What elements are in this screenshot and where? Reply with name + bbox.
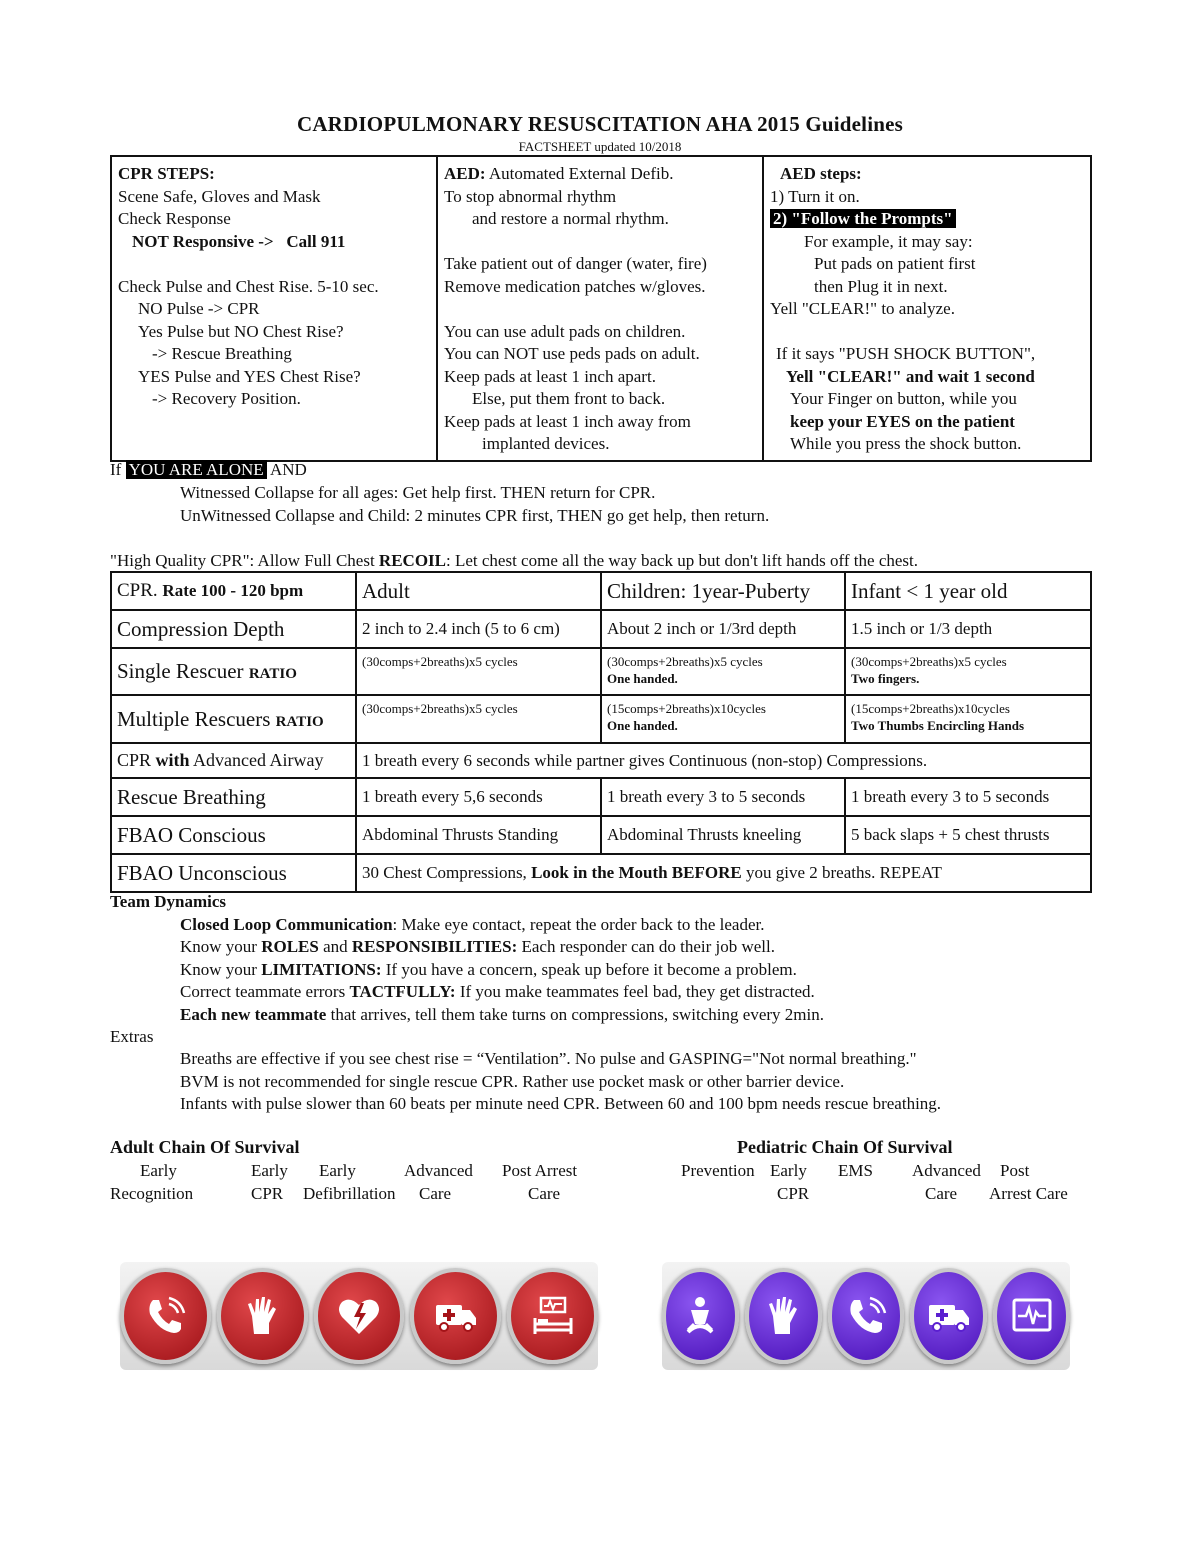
team-bold: Closed Loop Communication	[180, 915, 393, 934]
adult-chain-icons	[120, 1262, 598, 1370]
cpr-step: Check Pulse and Chest Rise. 5-10 sec.	[118, 276, 379, 296]
cpr-steps-cell	[111, 156, 437, 461]
extras-line: BVM is not recommended for single rescue CPR. Rather use pocket mask or other barrier device.	[180, 1072, 845, 1091]
cell-line: Two Thumbs Encircling Hands	[851, 718, 1025, 733]
pediatric-chain-icons	[662, 1262, 1070, 1370]
table-row	[111, 743, 1091, 778]
cell-line: Two fingers.	[851, 671, 920, 686]
adult-chain-label: Early	[319, 1161, 356, 1180]
alone-suffix: AND	[266, 460, 307, 479]
adult-chain-label: Post Arrest	[502, 1161, 578, 1180]
table-cell	[601, 695, 845, 743]
cell-line: One handed.	[607, 718, 678, 733]
aed-line: You can use adult pads on children.	[444, 321, 686, 341]
team-bold: RESPONSIBILITIES:	[351, 937, 518, 956]
table-cell: Abdominal Thrusts kneeling	[601, 816, 845, 854]
cpr-step: Check Response	[118, 209, 231, 228]
table-cell: About 2 inch or 1/3rd depth	[601, 610, 845, 648]
aed-line: Else, put them front to back.	[472, 389, 666, 408]
alone-unwitnessed: UnWitnessed Collapse and Child: 2 minutes CPR first, THEN go get help, then return.	[180, 506, 770, 525]
aed-line: Keep pads at least 1 inch away from	[444, 411, 691, 431]
cpr-step: -> Rescue Breathing	[152, 344, 292, 363]
team-bold: Each new teammate	[180, 1005, 327, 1024]
team-text: If you have a concern, speak up before it become a problem.	[381, 960, 797, 979]
table-row	[111, 610, 1091, 648]
team-text: Know your	[180, 960, 262, 979]
team-text: that arrives, tell them take turns on compressions, switching every 2min.	[326, 1005, 824, 1024]
extras-line: Breaths are effective if you see chest rise = “Ventilation”. No pulse and GASPING="Not normal breathing."	[180, 1049, 917, 1068]
table-row	[111, 572, 1091, 610]
aed-step: For example, it may say:	[804, 231, 973, 251]
cpr-step: Scene Safe, Gloves and Mask	[118, 186, 321, 206]
cpr-step: NO Pulse -> CPR	[138, 299, 260, 318]
extras-heading: Extras	[110, 1027, 154, 1046]
row-label-with: with	[155, 750, 190, 770]
aed-line: Keep pads at least 1 inch apart.	[444, 366, 656, 386]
ped-chain-label: Prevention	[681, 1161, 755, 1180]
team-text: Correct teammate errors	[180, 982, 350, 1001]
team-bold: TACTFULLY:	[349, 982, 456, 1001]
adult-chain-label: Care	[419, 1184, 452, 1203]
aed-step: keep your EYES on the patient	[790, 411, 1015, 431]
cpr-step: NOT Responsive -> Call 911	[132, 231, 346, 251]
aed-line: implanted devices.	[482, 434, 610, 453]
table-cell: (30comps+2breaths)x5 cycles	[356, 695, 601, 743]
team-text: If you make teammates feel bad, they get distracted.	[455, 982, 815, 1001]
team-line	[180, 981, 815, 1004]
table-cell: 1 breath every 5,6 seconds	[356, 778, 601, 816]
adult-chain-label: Care	[528, 1184, 561, 1203]
ped-chain-label: EMS	[838, 1161, 873, 1180]
team-bold: ROLES	[261, 937, 319, 956]
hospital-bed-icon	[507, 1268, 598, 1364]
table-row	[111, 648, 1091, 695]
alone-prefix: If	[110, 460, 126, 479]
extras-line: Infants with pulse slower than 60 beats per minute need CPR. Between 60 and 100 bpm needs rescue breathing.	[180, 1094, 942, 1113]
row-label-ratio: RATIO	[275, 713, 324, 730]
aed-step-highlight: 2) "Follow the Prompts"	[770, 209, 956, 228]
aed-line: and restore a normal rhythm.	[472, 209, 669, 228]
table-cell	[845, 648, 1091, 695]
row-label: FBAO Unconscious	[111, 854, 356, 892]
aed-line: To stop abnormal rhythm	[444, 186, 617, 206]
adult-chain-label: Early	[140, 1161, 177, 1180]
child-prevention-icon	[662, 1268, 739, 1364]
team-line	[180, 914, 764, 937]
row-label: Compression Depth	[111, 610, 356, 648]
cell-line: One handed.	[607, 671, 678, 686]
phone-icon	[120, 1268, 211, 1364]
row-label: Rescue Breathing	[111, 778, 356, 816]
ambulance-icon	[910, 1268, 987, 1364]
steps-table	[110, 155, 1092, 462]
cell-line: (30comps+2breaths)x5 cycles	[851, 654, 1007, 669]
adult-chain-label: CPR	[251, 1184, 284, 1203]
row-label-text: CPR	[117, 750, 156, 770]
table-cell: 1.5 inch or 1/3 depth	[845, 610, 1091, 648]
table-row	[111, 816, 1091, 854]
cell-text: 30 Chest Compressions,	[362, 863, 532, 882]
aed-step: Yell "CLEAR!" and wait 1 second	[786, 366, 1035, 386]
row-label-text: Single Rescuer	[117, 659, 249, 683]
cpr-steps-heading: CPR STEPS:	[118, 164, 215, 183]
table-row	[111, 695, 1091, 743]
row-label-ratio: RATIO	[248, 666, 297, 682]
table-cell: 5 back slaps + 5 chest thrusts	[845, 816, 1091, 854]
table-cell: 2 inch to 2.4 inch (5 to 6 cm)	[356, 610, 601, 648]
ped-chain-heading: Pediatric Chain Of Survival	[737, 1137, 953, 1157]
cell-text: you give 2 breaths. REPEAT	[741, 863, 942, 882]
row-label	[111, 695, 356, 743]
table-cell	[356, 854, 1091, 892]
table-cell: 1 breath every 6 seconds while partner gives Continuous (non-stop) Compressions.	[356, 743, 1091, 778]
aed-steps-heading: AED steps:	[780, 164, 862, 183]
table-cell: 1 breath every 3 to 5 seconds	[845, 778, 1091, 816]
alone-highlight: YOU ARE ALONE	[126, 460, 267, 479]
team-heading: Team Dynamics	[110, 892, 227, 911]
heart-defib-icon	[314, 1268, 405, 1364]
ped-chain-label: Care	[925, 1184, 958, 1203]
aed-step: Yell "CLEAR!" to analyze.	[770, 299, 955, 318]
hq-text-rest: : Let chest come all the way back up but don't lift hands off the chest.	[446, 551, 919, 570]
aed-cell	[437, 156, 763, 461]
cpr-grid-table	[110, 571, 1092, 893]
hq-recoil: RECOIL	[378, 551, 446, 570]
aed-steps-cell	[763, 156, 1091, 461]
team-text: Know your	[180, 937, 262, 956]
team-text: Each responder can do their job well.	[517, 937, 775, 956]
ped-chain-label: CPR	[777, 1184, 810, 1203]
adult-chain-label: Early	[251, 1161, 288, 1180]
row-label	[111, 743, 356, 778]
aed-step: Put pads on patient first	[814, 254, 976, 273]
aed-step: Your Finger on button, while you	[790, 389, 1017, 408]
row-label-text: Advanced Airway	[189, 750, 324, 770]
team-text: : Make eye contact, repeat the order back to the leader.	[392, 915, 765, 934]
table-cell: Abdominal Thrusts Standing	[356, 816, 601, 854]
grid-header-infant: Infant < 1 year old	[845, 572, 1091, 610]
table-cell: (30comps+2breaths)x5 cycles	[356, 648, 601, 695]
row-label-text: Multiple Rescuers	[117, 706, 276, 731]
aed-step: If it says "PUSH SHOCK BUTTON",	[776, 344, 1036, 363]
alone-line	[110, 459, 307, 482]
row-label: FBAO Conscious	[111, 816, 356, 854]
cpr-step: YES Pulse and YES Chest Rise?	[138, 366, 361, 386]
phone-icon	[828, 1268, 905, 1364]
adult-chain-label: Defibrillation	[303, 1184, 396, 1203]
table-cell	[601, 648, 845, 695]
grid-header-cell	[111, 572, 356, 610]
alone-witnessed: Witnessed Collapse for all ages: Get help first. THEN return for CPR.	[180, 483, 656, 502]
aed-line: Remove medication patches w/gloves.	[444, 276, 706, 296]
aed-line: Take patient out of danger (water, fire)	[444, 254, 707, 273]
monitor-icon	[993, 1268, 1070, 1364]
table-row	[111, 854, 1091, 892]
ped-chain-label: Post	[1000, 1161, 1030, 1180]
aed-step: then Plug it in next.	[814, 276, 948, 296]
hands-cpr-icon	[745, 1268, 822, 1364]
page-subtitle: FACTSHEET updated 10/2018	[518, 139, 682, 154]
ped-chain-label: Early	[770, 1161, 807, 1180]
grid-header-children: Children: 1year-Puberty	[601, 572, 845, 610]
aed-line: You can NOT use peds pads on adult.	[444, 344, 700, 363]
ped-chain-label: Advanced	[912, 1161, 981, 1180]
adult-chain-heading: Adult Chain Of Survival	[110, 1137, 300, 1157]
team-line	[180, 1004, 824, 1027]
team-bold: LIMITATIONS:	[261, 960, 382, 979]
team-line	[180, 936, 775, 959]
cell-line: (15comps+2breaths)x10cycles	[851, 701, 1010, 716]
team-line	[180, 959, 797, 982]
adult-chain-label: Advanced	[404, 1161, 473, 1180]
adult-chain-label: Recognition	[110, 1184, 194, 1203]
cell-text-bold: Look in the Mouth BEFORE	[531, 863, 742, 882]
aed-heading-rest: Automated External Defib.	[485, 164, 674, 183]
cpr-step: -> Recovery Position.	[152, 389, 301, 408]
table-cell	[845, 695, 1091, 743]
table-row	[111, 778, 1091, 816]
ambulance-icon	[410, 1268, 501, 1364]
cell-line: (30comps+2breaths)x5 cycles	[607, 654, 763, 669]
high-quality-cpr	[110, 550, 918, 573]
aed-step: While you press the shock button.	[790, 434, 1022, 453]
grid-header-adult: Adult	[356, 572, 601, 610]
aed-heading: AED:	[444, 164, 486, 183]
team-text: and	[318, 937, 352, 956]
table-cell: 1 breath every 3 to 5 seconds	[601, 778, 845, 816]
grid-header-rate: Rate 100 - 120 bpm	[162, 581, 304, 600]
cell-line: (15comps+2breaths)x10cycles	[607, 701, 766, 716]
ped-chain-label: Arrest Care	[989, 1184, 1068, 1203]
hq-text: "High Quality CPR": Allow Full Chest	[110, 551, 379, 570]
grid-header-cpr: CPR.	[117, 580, 163, 601]
aed-step: 1) Turn it on.	[770, 186, 860, 206]
cpr-step: Yes Pulse but NO Chest Rise?	[138, 321, 344, 341]
hands-cpr-icon	[217, 1268, 308, 1364]
row-label	[111, 648, 356, 695]
page-title: CARDIOPULMONARY RESUSCITATION AHA 2015 Guidelines	[296, 112, 904, 136]
